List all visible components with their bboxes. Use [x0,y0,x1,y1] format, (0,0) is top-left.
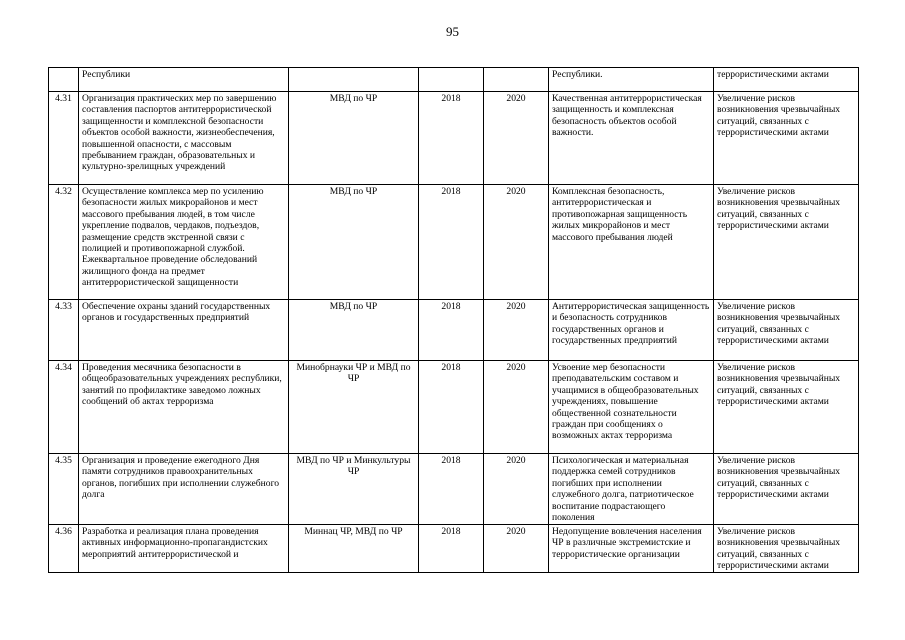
table-row [49,300,859,361]
row-number [49,68,79,92]
row-number: 4.31 [49,92,79,185]
activity-cell: Республики [79,68,289,92]
responsible-cell: МВД по ЧР [289,300,419,361]
start-year-cell: 2018 [419,525,484,573]
row-number: 4.36 [49,525,79,573]
activity-cell: Проведения месячника безопасности в общеобразовательных учреждениях республики, занятий по профилактике заведомо ложных сообщений об актах терроризма [79,361,289,454]
row-number: 4.34 [49,361,79,454]
start-year-cell: 2018 [419,454,484,525]
activity-cell: Разработка и реализация плана проведения активных информационно-пропагандистских мероприятий антитеррористической и [79,525,289,573]
activity-cell: Организация и проведение ежегодного Дня памяти сотрудников правоохранительных органов, погибших при исполнении служебного долга [79,454,289,525]
risk-cell: Увеличение рисков возникновения чрезвычайных ситуаций, связанных с террористическими актами [714,525,859,573]
risk-cell: Увеличение рисков возникновения чрезвычайных ситуаций, связанных с террористическими актами [714,361,859,454]
row-number: 4.35 [49,454,79,525]
start-year-cell: 2018 [419,185,484,300]
result-cell: Недопущение вовлечения населения ЧР в различные экстремистские и террористические организации [549,525,714,573]
activity-cell: Организация практических мер по завершению составления паспортов антитеррористической защищенности и комплексной безопасности объектов особой важности, жизнеобеспечения, повышенной опасности, с массовым пребыванием граждан, образовательных и культурно-зрелищных учреждений [79,92,289,185]
table-row [49,185,859,300]
table-row [49,454,859,525]
risk-cell: Увеличение рисков возникновения чрезвычайных ситуаций, связанных с террористическими актами [714,454,859,525]
start-year-cell: 2018 [419,300,484,361]
responsible-cell: МВД по ЧР и Минкультуры ЧР [289,454,419,525]
end-year-cell: 2020 [484,92,549,185]
risk-cell: Увеличение рисков возникновения чрезвычайных ситуаций, связанных с террористическими актами [714,300,859,361]
result-cell: Республики. [549,68,714,92]
responsible-cell: Миннац ЧР, МВД по ЧР [289,525,419,573]
end-year-cell: 2020 [484,361,549,454]
table-row [49,361,859,454]
table-row [49,525,859,573]
activity-cell: Обеспечение охраны зданий государственных органов и государственных предприятий [79,300,289,361]
risk-cell: Увеличение рисков возникновения чрезвычайных ситуаций, связанных с террористическими актами [714,185,859,300]
result-cell: Качественная антитеррористическая защищенность и комплексная безопасность объектов особой важности. [549,92,714,185]
result-cell: Комплексная безопасность, антитеррористическая и противопожарная защищенность жилых микрорайонов и мест массового пребывания людей [549,185,714,300]
result-cell: Антитеррористическая защищенность и безопасность сотрудников государственных органов и государственных предприятий [549,300,714,361]
responsible-cell [289,68,419,92]
risk-cell: террористическими актами [714,68,859,92]
result-cell: Психологическая и материальная поддержка семей сотрудников погибших при исполнении служебного долга, патриотическое воспитание подрастающего поколения [549,454,714,525]
row-number: 4.32 [49,185,79,300]
activity-cell: Осуществление комплекса мер по усилению безопасности жилых микрорайонов и мест массового пребывания людей, в том числе укрепление подвалов, чердаков, подъездов, размещение средств экстренной связи с полицией и противопожарной службой. Ежеквартальное проведение обследований жилищного фонда на предмет антитеррористической защищенности [79,185,289,300]
table-row-continued [49,68,859,92]
start-year-cell: 2018 [419,92,484,185]
responsible-cell: МВД по ЧР [289,92,419,185]
end-year-cell [484,68,549,92]
row-number: 4.33 [49,300,79,361]
start-year-cell: 2018 [419,361,484,454]
start-year-cell [419,68,484,92]
end-year-cell: 2020 [484,454,549,525]
table-row [49,92,859,185]
activities-table [48,67,859,573]
result-cell: Усвоение мер безопасности преподавательским составом и учащимися в общеобразовательных учреждениях, повышение общественной сознательности граждан при сообщениях о возможных актах терроризма [549,361,714,454]
end-year-cell: 2020 [484,300,549,361]
responsible-cell: МВД по ЧР [289,185,419,300]
risk-cell: Увеличение рисков возникновения чрезвычайных ситуаций, связанных с террористическими актами [714,92,859,185]
page-number: 95 [446,24,459,39]
end-year-cell: 2020 [484,525,549,573]
end-year-cell: 2020 [484,185,549,300]
responsible-cell: Минобрнауки ЧР и МВД по ЧР [289,361,419,454]
